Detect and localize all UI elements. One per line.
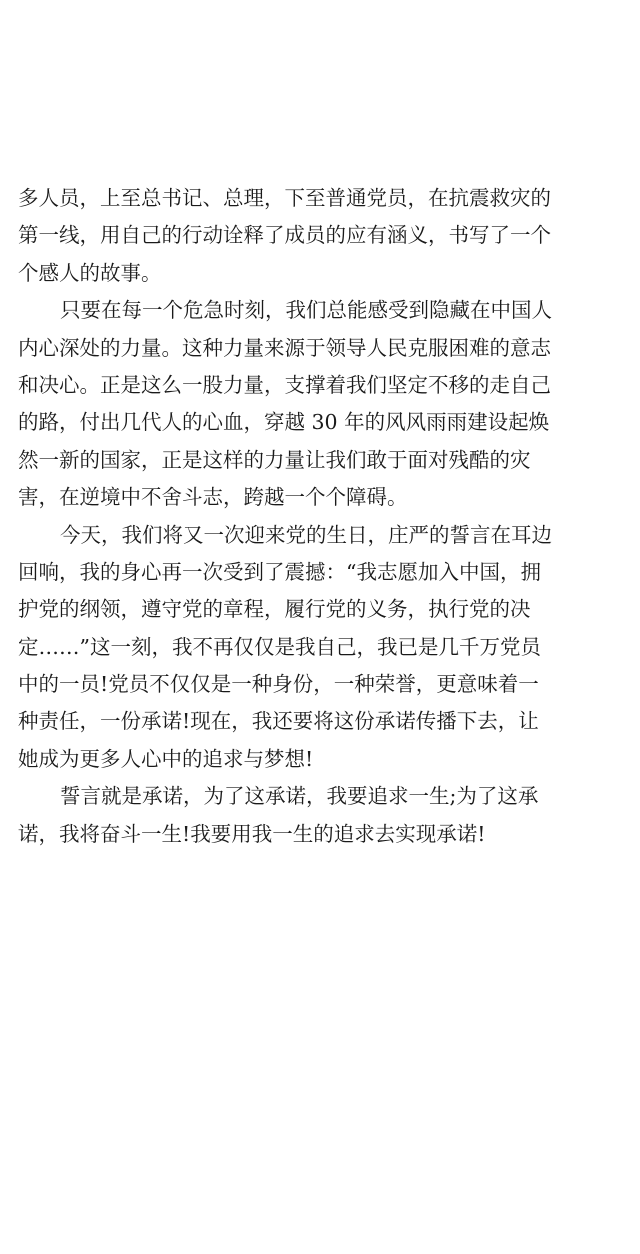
paragraph-3	[18, 517, 552, 779]
text-line: 个感人的故事。	[18, 260, 162, 285]
text-line: 定……”这一刻，我不再仅仅是我自己，我已是几千万党员	[18, 634, 541, 659]
text-line: 和决心。正是这么一股力量，支撑着我们坚定不移的走自己	[18, 372, 551, 397]
paragraph-1	[18, 180, 551, 292]
text-line: 内心深处的力量。这种力量来源于领导人民克服困难的意志	[18, 335, 551, 360]
text-line: 第一线，用自己的行动诠释了成员的应有涵义，书写了一个	[18, 223, 551, 248]
text-line: 中的一员!党员不仅仅是一种身份，一种荣誉，更意味着一	[18, 672, 539, 697]
text-line: 种责任，一份承诺!现在，我还要将这份承诺传播下去，让	[18, 709, 539, 734]
document-body	[18, 180, 552, 853]
text-line: 回响，我的身心再一次受到了震撼：“我志愿加入中国，拥	[18, 559, 541, 584]
text-line: 护党的纲领，遵守党的章程，履行党的义务，执行党的决	[18, 597, 531, 622]
paragraph-4	[18, 778, 539, 853]
paragraph-2	[18, 292, 552, 516]
text-line: 害，在逆境中不舍斗志，跨越一个个障碍。	[18, 485, 408, 510]
text-line: 的路，付出几代人的心血，穿越 30 年的风风雨雨建设起焕	[18, 410, 550, 435]
text-line: 多人员，上至总书记、总理，下至普通党员，在抗震救灾的	[18, 186, 551, 210]
text-line: 诺，我将奋斗一生!我要用我一生的追求去实现承诺!	[18, 821, 486, 846]
text-line: 她成为更多人心中的追求与梦想!	[18, 746, 314, 771]
text-line: 今天，我们将又一次迎来党的生日，庄严的誓言在耳边	[60, 522, 552, 547]
text-line: 誓言就是承诺，为了这承诺，我要追求一生;为了这承	[60, 784, 539, 809]
text-line: 然一新的国家，正是这样的力量让我们敢于面对残酷的灾	[18, 447, 531, 472]
text-line: 只要在每一个危急时刻，我们总能感受到隐藏在中国人	[60, 298, 552, 323]
